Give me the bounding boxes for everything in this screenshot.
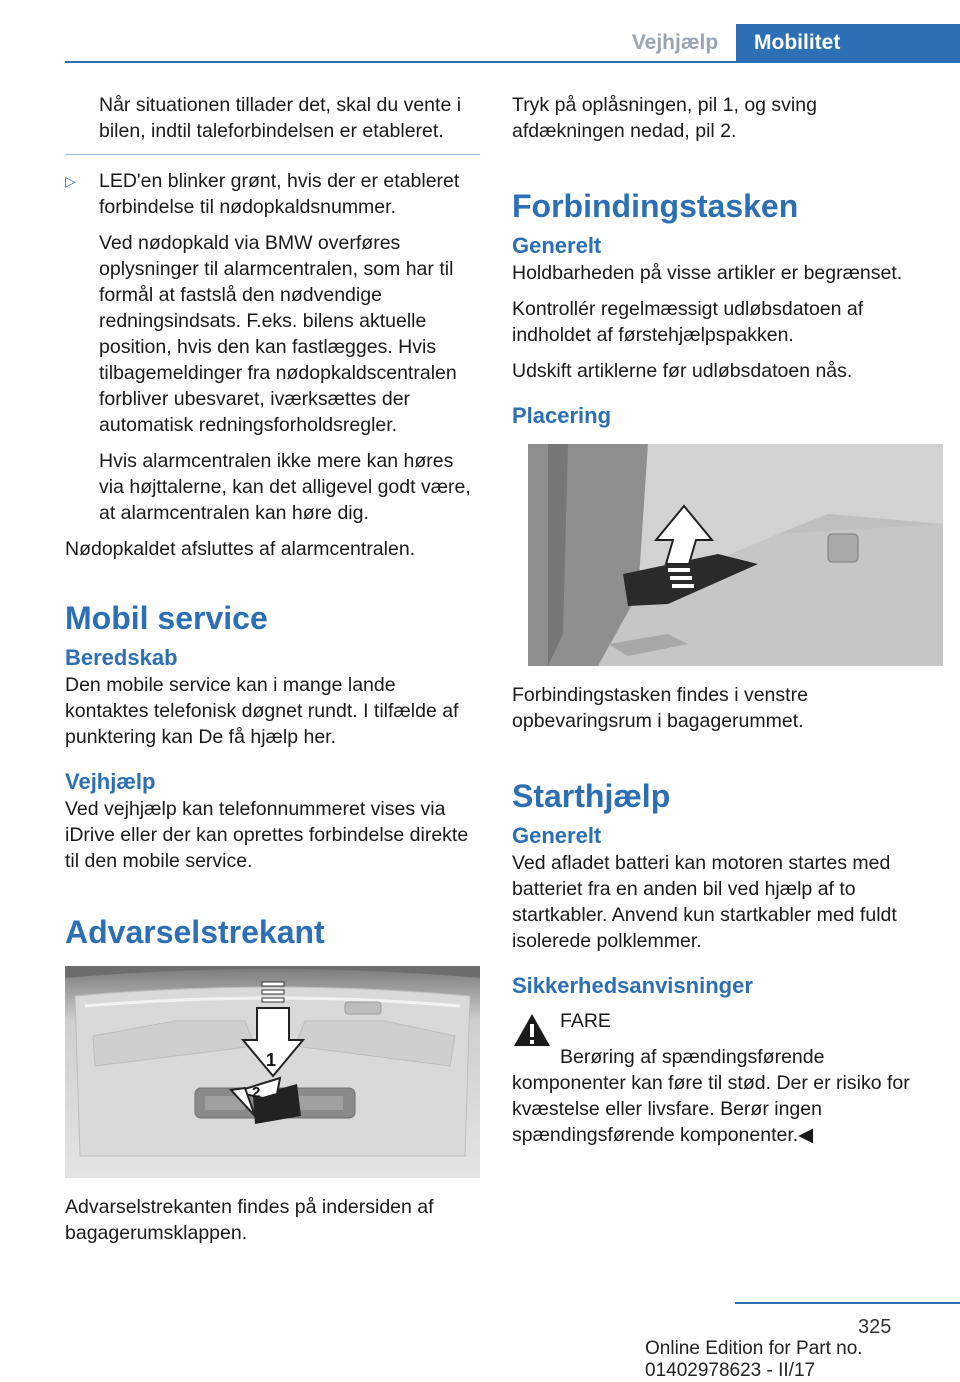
heading-sikkerhedsanvisninger: Sikkerhedsanvisninger	[512, 973, 753, 998]
warning-text: Berøring af spændingsførende komponenter kan føre til stød. Der er risiko for kvæstelse eller livsfare. Berør ingen spændingsførende komponenter.◀	[512, 1046, 910, 1146]
paragraph: Når situationen tillader det, skal du vente i bilen, indtil taleforbindelsen er etableret.	[99, 94, 462, 142]
right-column	[512, 92, 932, 1158]
list-item	[65, 168, 480, 526]
heading-vejhjaelp: Vejhjælp	[65, 769, 156, 794]
paragraph: Udskift artiklerne før udløbsdatoen nås.	[512, 360, 853, 382]
triangle-bullet-icon: ▷	[65, 173, 76, 189]
figure-label-2: 2	[252, 1084, 261, 1101]
paragraph: Tryk på oplåsningen, pil 1, og sving afdækningen nedad, pil 2.	[512, 94, 817, 142]
header-tab-mobilitet[interactable]: Mobilitet	[736, 24, 960, 63]
warning-icon	[512, 1012, 552, 1048]
warning-block	[512, 1008, 932, 1034]
paragraph: Holdbarheden på visse artikler er begrænset.	[512, 262, 903, 284]
header-rule	[65, 61, 960, 63]
trunk-lid-image	[65, 966, 480, 1178]
header-tab-vejhjaelp[interactable]: Vejhjælp	[631, 31, 719, 54]
page-number: 325	[858, 1316, 892, 1338]
paragraph: Advarselstrekanten findes på indersiden af bagagerumsklappen.	[65, 1196, 434, 1244]
heading-generelt: Generelt	[512, 823, 602, 848]
paragraph: Kontrollér regelmæssigt udløbsdatoen af indholdet af førstehjælpspakken.	[512, 298, 864, 346]
heading-advarselstrekant: Advarselstrekant	[65, 914, 325, 950]
left-column	[65, 92, 480, 1256]
luggage-compartment-illustration	[528, 444, 943, 666]
first-aid-kit-image	[528, 444, 943, 666]
heading-beredskab: Beredskab	[65, 645, 178, 670]
paragraph: Hvis alarmcentralen ikke mere kan høres via højttalerne, kan det alligevel godt være, at alarmcentralen kan høre dig.	[99, 450, 471, 524]
heading-forbindingstasken: Forbindingstasken	[512, 188, 799, 224]
paragraph: Forbindingstasken findes i venstre opbevaringsrum i bagagerummet.	[512, 684, 808, 732]
footer-rule	[735, 1302, 960, 1304]
paragraph: LED'en blinker grønt, hvis der er etableret forbindelse til nødopkaldsnummer.	[99, 170, 460, 218]
paragraph: Ved vejhjælp kan telefonnummeret vises via iDrive eller der kan oprettes forbindelse direkte til den mobile service.	[65, 798, 469, 872]
warning-title: FARE	[560, 1010, 611, 1032]
heading-generelt: Generelt	[512, 233, 602, 258]
figure-label-1: 1	[266, 1050, 277, 1070]
paragraph: Nødopkaldet afsluttes af alarmcentralen.	[65, 538, 416, 560]
heading-placering: Placering	[512, 403, 612, 428]
paragraph: Ved nødopkald via BMW overføres oplysninger til alarmcentralen, som har til formål at fastslå den nødvendige redningsindsats. F.eks. bilens aktuelle position, hvis den kan fastlægges. Hvis tilbagemeldinger fra nødopkaldscentralen forbliver ubesvaret, iværksættes der automatisk redningsforholdsregler.	[99, 232, 457, 436]
paragraph: Ved afladet batteri kan motoren startes med batteriet fra en anden bil ved hjælp af to startkabler. Anvend kun startkabler med fuldt isolerede polklemmer.	[512, 852, 897, 952]
paragraph: Den mobile service kan i mange lande kontaktes telefonisk døgnet rundt. I tilfælde af punktering kan De få hjælp her.	[65, 674, 459, 748]
heading-starthjaelp: Starthjælp	[512, 778, 671, 814]
edition-text: Online Edition for Part no. 01402978623 - II/17	[645, 1338, 863, 1381]
heading-mobil-service: Mobil service	[65, 600, 268, 636]
divider	[65, 154, 480, 155]
trunk-lid-illustration	[65, 966, 480, 1178]
